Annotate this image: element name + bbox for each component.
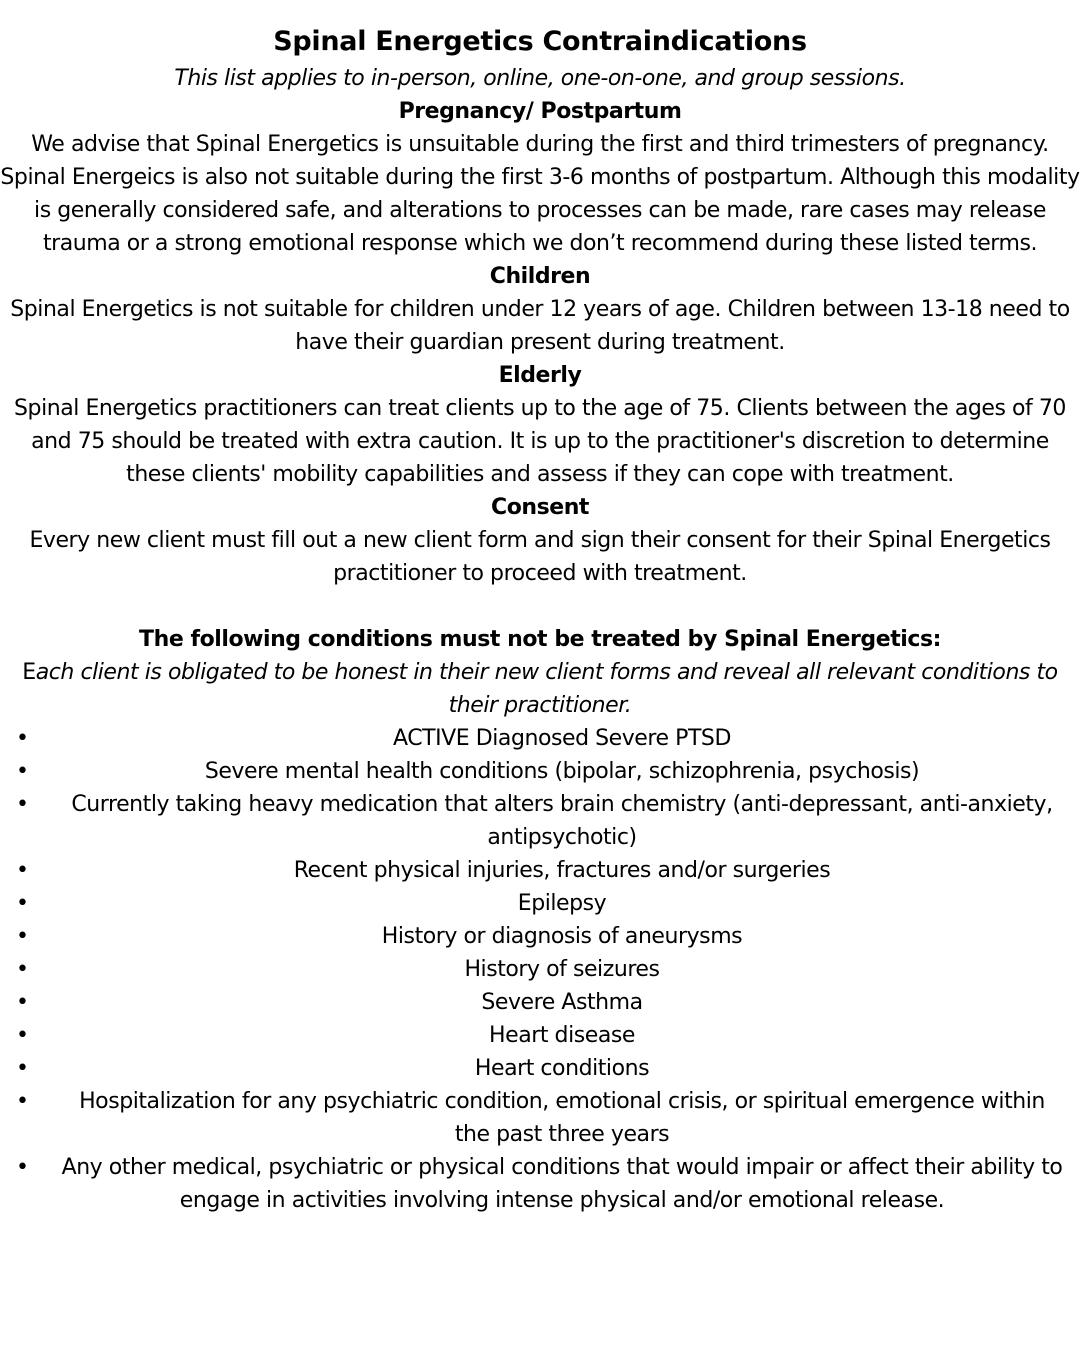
- document: [0, 22, 1080, 1217]
- list-item-text: Heart disease: [489, 1023, 635, 1048]
- conditions-note-text: ach client is obligated to be honest in their new client forms and reveal all relevant conditions to their practitioner.: [35, 660, 1058, 718]
- bullet-icon: •: [16, 792, 29, 817]
- section-pregnancy: [0, 95, 1080, 260]
- bullet-icon: •: [16, 726, 29, 751]
- list-item-text: History of seizures: [464, 957, 660, 982]
- bullet-icon: •: [16, 1155, 29, 1180]
- section-body: Spinal Energetics is not suitable for children under 12 years of age. Children between 13-18 need to have their guardian present during treatment.: [10, 297, 1070, 355]
- bullet-icon: •: [16, 990, 29, 1015]
- bullet-icon: •: [16, 1056, 29, 1081]
- list-item: [0, 1151, 1080, 1217]
- page-title: Spinal Energetics Contraindications: [273, 26, 807, 57]
- conditions-note: [0, 656, 1080, 722]
- spacer: [0, 590, 1080, 623]
- list-item: [0, 1085, 1080, 1151]
- section-conditions: [0, 623, 1080, 1217]
- section-elderly: [0, 359, 1080, 491]
- list-item: [0, 920, 1080, 953]
- list-item-text: Heart conditions: [474, 1056, 650, 1081]
- conditions-heading: The following conditions must not be treated by Spinal Energetics:: [139, 627, 941, 652]
- bullet-icon: •: [16, 891, 29, 916]
- list-item-text: Epilepsy: [517, 891, 607, 916]
- section-body: Spinal Energetics practitioners can treat clients up to the age of 75. Clients between the ages of 70 and 75 should be treated with extra caution. It is up to the practitioner's discretion to determine these clients' mobility capabilities and assess if they can cope with treatment.: [14, 396, 1066, 487]
- list-item: [0, 755, 1080, 788]
- list-item: [0, 986, 1080, 1019]
- section-heading: Pregnancy/ Postpartum: [398, 99, 682, 124]
- list-item-text: Recent physical injuries, fractures and/or surgeries: [293, 858, 831, 883]
- conditions-list: [0, 722, 1080, 1217]
- list-item-text: ACTIVE Diagnosed Severe PTSD: [393, 726, 731, 751]
- list-item-text: Any other medical, psychiatric or physical conditions that would impair or affect their ability to engage in activities involving intense physical and/or emotional release.: [61, 1155, 1063, 1213]
- bullet-icon: •: [16, 858, 29, 883]
- list-item: [0, 1019, 1080, 1052]
- list-item: [0, 788, 1080, 854]
- section-children: [0, 260, 1080, 359]
- section-heading: Consent: [491, 495, 589, 520]
- list-item: [0, 953, 1080, 986]
- bullet-icon: •: [16, 924, 29, 949]
- section-heading: Children: [489, 264, 591, 289]
- page-subtitle: This list applies to in-person, online, one-on-one, and group sessions.: [174, 66, 906, 91]
- list-item: [0, 1052, 1080, 1085]
- list-item: [0, 854, 1080, 887]
- list-item-text: History or diagnosis of aneurysms: [381, 924, 743, 949]
- section-body: Every new client must fill out a new client form and sign their consent for their Spinal Energetics practitioner to proceed with treatment.: [29, 528, 1051, 586]
- list-item-text: Hospitalization for any psychiatric condition, emotional crisis, or spiritual emergence within the past three years: [79, 1089, 1045, 1147]
- bullet-icon: •: [16, 759, 29, 784]
- section-heading: Elderly: [498, 363, 582, 388]
- list-item-text: Severe Asthma: [481, 990, 643, 1015]
- list-item-text: Currently taking heavy medication that alters brain chemistry (anti-depressant, anti-anxiety, antipsychotic): [71, 792, 1053, 850]
- list-item: [0, 887, 1080, 920]
- bullet-icon: •: [16, 1089, 29, 1114]
- list-item: [0, 722, 1080, 755]
- list-item-text: Severe mental health conditions (bipolar, schizophrenia, psychosis): [204, 759, 920, 784]
- bullet-icon: •: [16, 1023, 29, 1048]
- conditions-note-initial: E: [22, 660, 36, 685]
- section-body: We advise that Spinal Energetics is unsuitable during the first and third trimesters of pregnancy. Spinal Energeics is also not suitable during the first 3-6 months of postpartum. Although this modality is generally considered safe, and alterations to processes can be made, rare cases may release trauma or a strong emotional response which we don’t recommend during these listed terms.: [0, 132, 1080, 256]
- section-consent: [0, 491, 1080, 590]
- bullet-icon: •: [16, 957, 29, 982]
